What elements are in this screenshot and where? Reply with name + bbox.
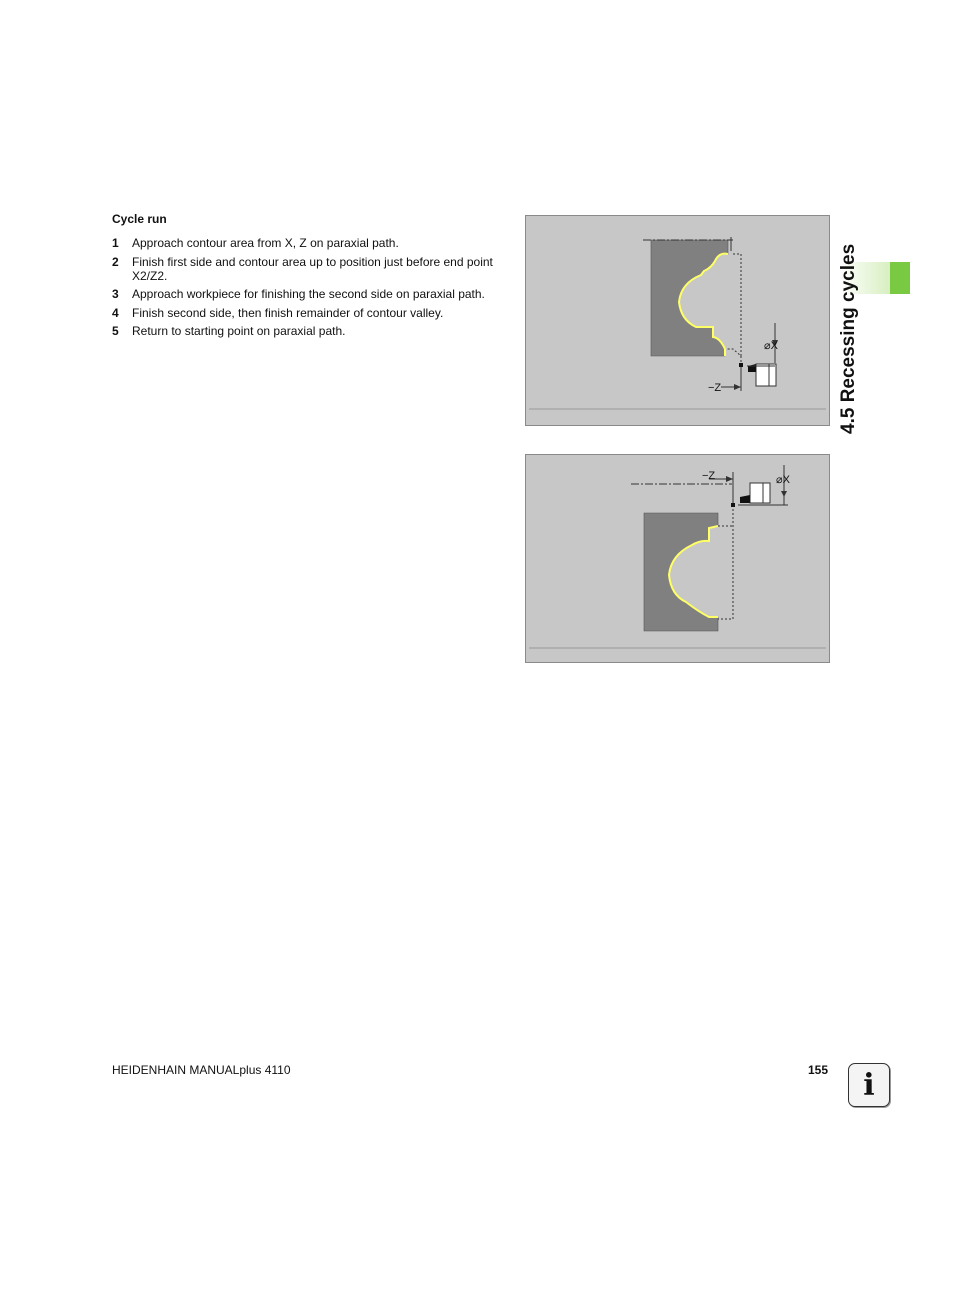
list-item [112, 306, 512, 320]
figure-1-drawing [526, 216, 829, 425]
step-text: Finish second side, then finish remainder of contour valley. [132, 305, 444, 320]
step-number: 3 [112, 287, 119, 301]
tool-path [726, 254, 741, 356]
arrow-head [734, 384, 741, 390]
list-item [112, 236, 512, 250]
info-icon: i [848, 1063, 890, 1107]
step-text: Return to starting point on paraxial path. [132, 324, 346, 338]
tool-insert [740, 495, 750, 503]
arrow-head [781, 491, 787, 497]
chapter-title: 4.5 Recessing cycles [838, 243, 859, 434]
figure-2-drawing [526, 455, 829, 662]
tool-insert [748, 364, 756, 372]
step-text: Approach workpiece for finishing the second side on paraxial path. [132, 287, 485, 301]
cycle-figure-1 [525, 215, 830, 426]
step-text: Approach contour area from X, Z on paraxial path. [132, 236, 399, 250]
z-axis-label: −Z [702, 470, 716, 482]
x-axis-label: ⌀X [776, 474, 790, 486]
cycle-figure-2 [525, 454, 830, 663]
tab-accent [890, 262, 910, 294]
step-number: 2 [112, 254, 119, 269]
step-text: Finish first side and contour area up to position just before end point X2/Z2. [132, 254, 493, 283]
z-axis-label: −Z [708, 382, 722, 394]
step-number: 5 [112, 324, 119, 338]
manual-title: HEIDENHAIN MANUALplus 4110 [112, 1063, 291, 1077]
workpiece [644, 513, 718, 631]
list-item [112, 324, 512, 338]
tool-path [718, 505, 733, 619]
step-number: 1 [112, 236, 119, 250]
step-number: 4 [112, 305, 119, 320]
list-item [112, 255, 512, 283]
tool-holder [750, 483, 770, 503]
x-axis-label: ⌀X [764, 340, 778, 352]
page-number: 155 [808, 1063, 829, 1077]
tool-holder [756, 364, 776, 386]
arrow-head [726, 476, 733, 482]
list-item [112, 287, 512, 301]
step-list [112, 236, 512, 343]
section-heading: Cycle run [112, 212, 167, 226]
